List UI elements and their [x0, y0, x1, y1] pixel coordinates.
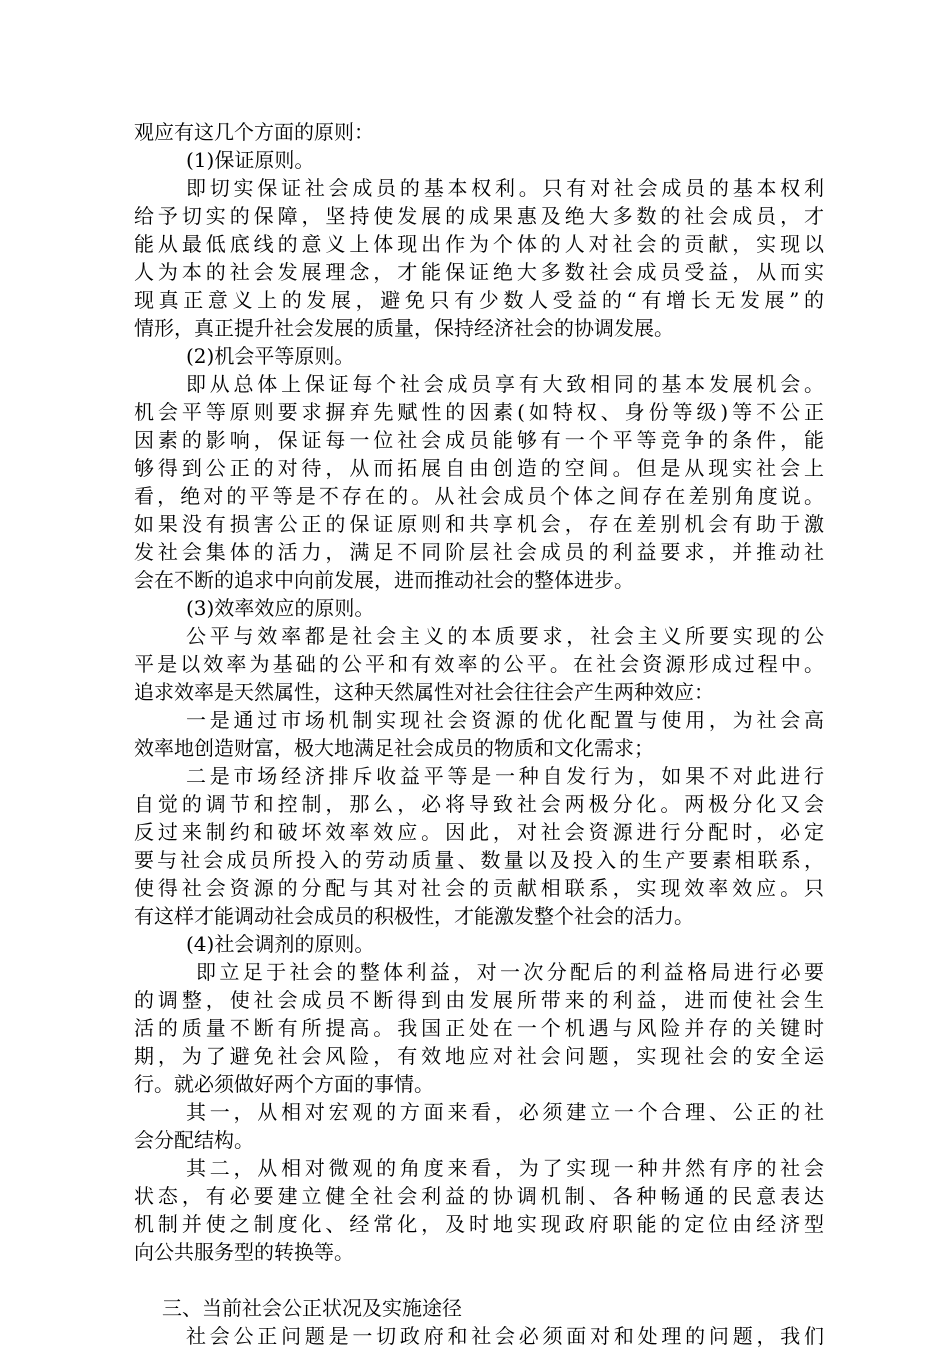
text-line: 即立足于社会的整体利益，对一次分配后的利益格局进行必要 — [196, 960, 824, 984]
text-line: 一是通过市场机制实现社会资源的优化配置与使用，为社会高 — [186, 708, 824, 732]
text-line: 会在不断的追求中向前发展，进而推动社会的整体进步。 — [134, 568, 634, 592]
principle-heading: (4)社会调剂的原则。 — [186, 932, 375, 956]
text-line: 现真正意义上的发展，避免只有少数人受益的“有增长无发展”的 — [134, 288, 824, 312]
text-line: 追求效率是天然属性，这种天然属性对社会往往会产生两种效应： — [134, 680, 714, 704]
text-line: 向公共服务型的转换等。 — [134, 1240, 354, 1264]
text-line: 其二，从相对微观的角度来看，为了实现一种井然有序的社会 — [186, 1156, 824, 1180]
text-line: 使得社会资源的分配与其对社会的贡献相联系，实现效率效应。只 — [134, 876, 824, 900]
text-line: 期，为了避免社会风险，有效地应对社会问题，实现社会的安全运 — [134, 1044, 824, 1068]
text-line: 公平与效率都是社会主义的本质要求，社会主义所要实现的公 — [186, 624, 824, 648]
text-line: 发社会集体的活力，满足不同阶层社会成员的利益要求，并推动社 — [134, 540, 824, 564]
text-line: 机会平等原则要求摒弃先赋性的因素(如特权、身份等级)等不公正 — [134, 400, 824, 424]
text-line: 社会公正问题是一切政府和社会必须面对和处理的问题，我们 — [186, 1324, 824, 1348]
text-line: 有这样才能调动社会成员的积极性，才能激发整个社会的活力。 — [134, 904, 694, 928]
principle-heading: (1)保证原则。 — [186, 148, 315, 172]
text-line: 因素的影响，保证每一位社会成员能够有一个平等竞争的条件，能 — [134, 428, 824, 452]
text-line: 二是市场经济排斥收益平等是一种自发行为，如果不对此进行 — [186, 764, 824, 788]
text-line: 即从总体上保证每个社会成员享有大致相同的基本发展机会。 — [186, 372, 824, 396]
text-line: 给予切实的保障，坚持使发展的成果惠及绝大多数的社会成员，才 — [134, 204, 824, 228]
principle-heading: (3)效率效应的原则。 — [186, 596, 375, 620]
principle-heading: (2)机会平等原则。 — [186, 344, 355, 368]
text-line: 平是以效率为基础的公平和有效率的公平。在社会资源形成过程中。 — [134, 652, 824, 676]
text-line: 能从最低底线的意义上体现出作为个体的人对社会的贡献，实现以 — [134, 232, 824, 256]
text-line: 观应有这几个方面的原则： — [134, 120, 374, 144]
text-line: 自觉的调节和控制，那么，必将导致社会两极分化。两极分化又会 — [134, 792, 824, 816]
text-line: 如果没有损害公正的保证原则和共享机会，存在差别机会有助于激 — [134, 512, 824, 536]
text-line: 人为本的社会发展理念，才能保证绝大多数社会成员受益，从而实 — [134, 260, 824, 284]
text-line: 会分配结构。 — [134, 1128, 254, 1152]
text-line: 状态，有必要建立健全社会利益的协调机制、各种畅通的民意表达 — [134, 1184, 824, 1208]
text-line: 效率地创造财富，极大地满足社会成员的物质和文化需求； — [134, 736, 654, 760]
text-line: 反过来制约和破坏效率效应。因此，对社会资源进行分配时，必定 — [134, 820, 824, 844]
text-line: 其一，从相对宏观的方面来看，必须建立一个合理、公正的社 — [186, 1100, 824, 1124]
text-line: 活的质量不断有所提高。我国正处在一个机遇与风险并存的关键时 — [134, 1016, 824, 1040]
section-heading: 三、当前社会公正状况及实施途径 — [162, 1296, 462, 1320]
text-line: 机制并使之制度化、经常化，及时地实现政府职能的定位由经济型 — [134, 1212, 824, 1236]
text-line: 够得到公正的对待，从而拓展自由创造的空间。但是从现实社会上 — [134, 456, 824, 480]
text-line: 要与社会成员所投入的劳动质量、数量以及投入的生产要素相联系， — [134, 848, 824, 872]
text-line: 情形，真正提升社会发展的质量，保持经济社会的协调发展。 — [134, 316, 674, 340]
text-line: 行。就必须做好两个方面的事情。 — [134, 1072, 434, 1096]
text-line: 的调整，使社会成员不断得到由发展所带来的利益，进而使社会生 — [134, 988, 824, 1012]
text-line: 看，绝对的平等是不存在的。从社会成员个体之间存在差别角度说。 — [134, 484, 824, 508]
text-line: 即切实保证社会成员的基本权利。只有对社会成员的基本权利 — [186, 176, 824, 200]
